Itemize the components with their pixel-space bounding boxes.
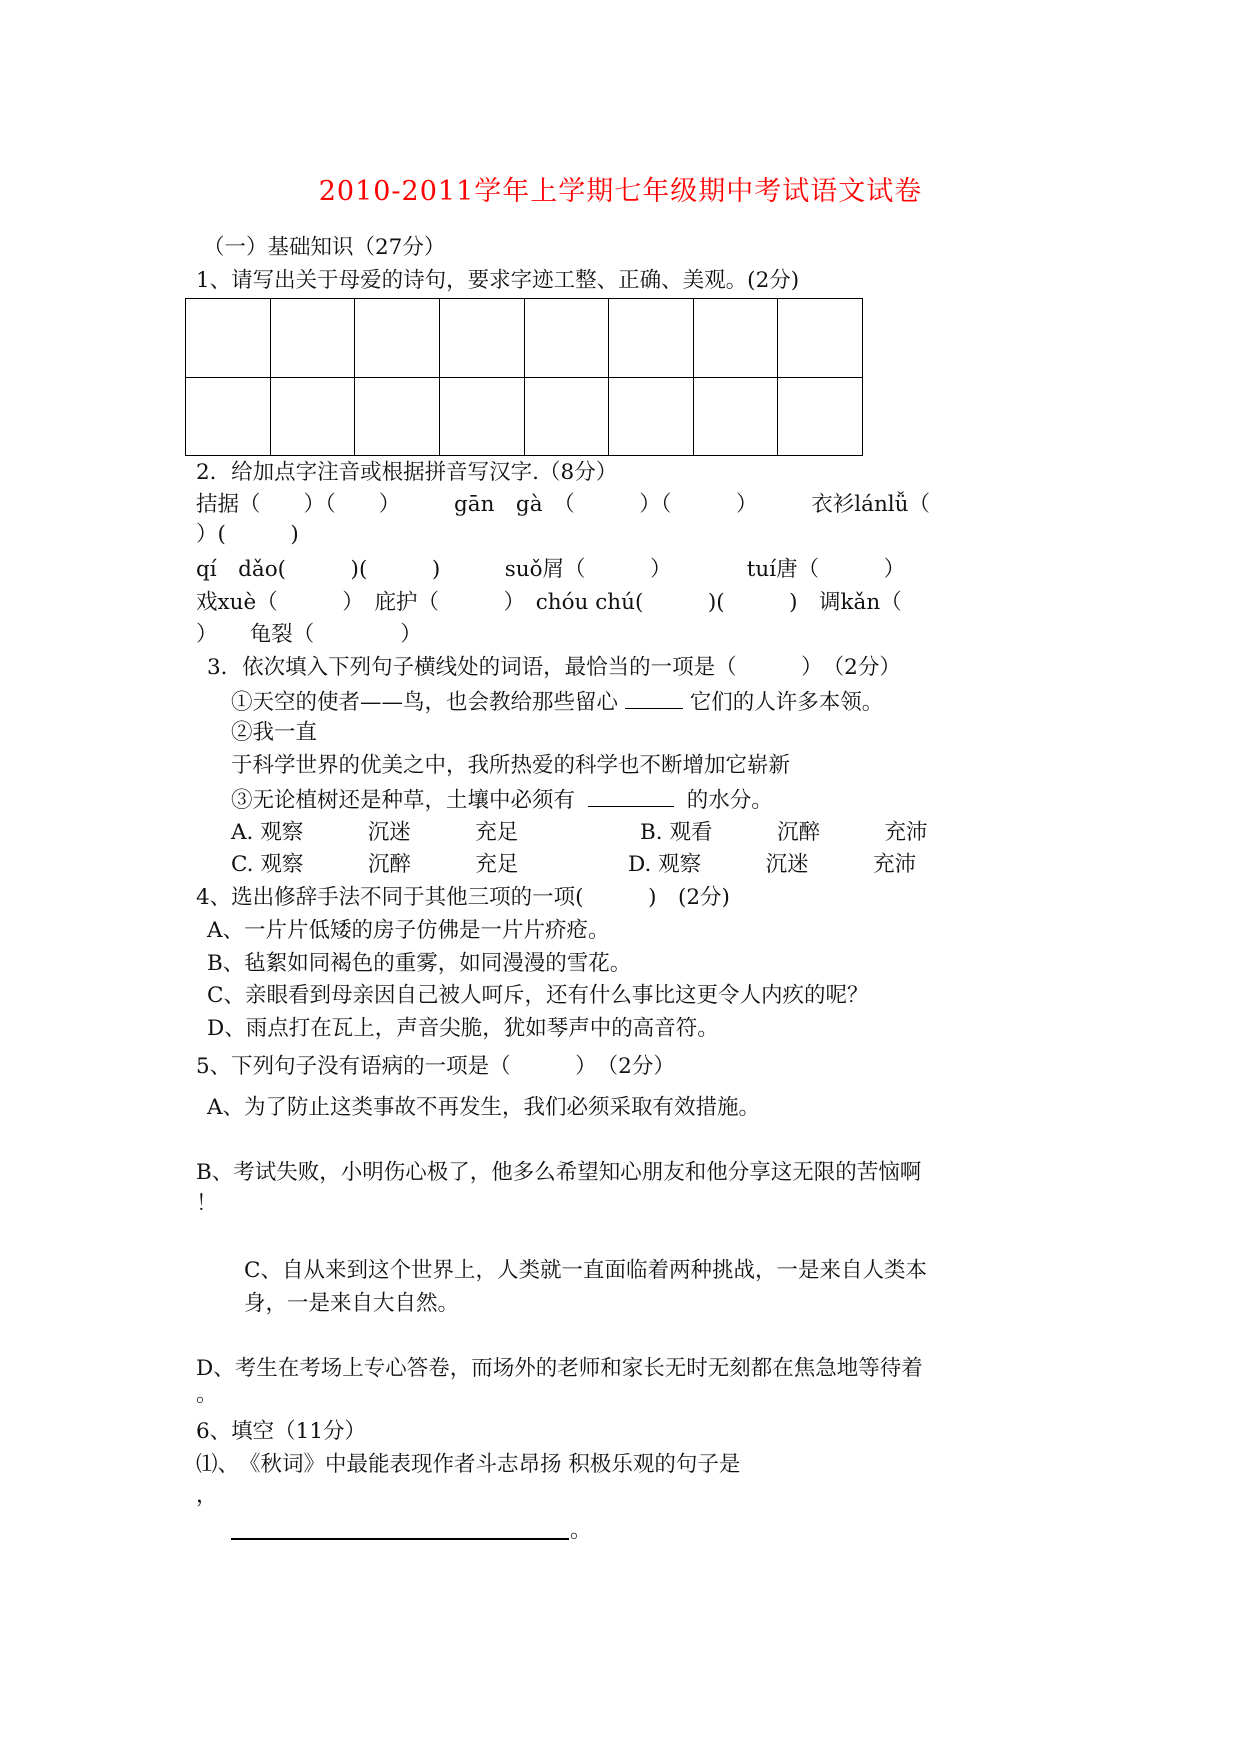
q5-option-b: B、考试失败，小明伤心极了，他多么希望知心朋友和他分享这无限的苦恼啊 [196,1160,922,1185]
q4-option-c: C、亲眼看到母亲因自己被人呵斥，还有什么事比这更令人内疚的呢？ [207,983,869,1008]
q6-item-1-comma: ， [196,1483,218,1508]
grid-cell[interactable] [525,299,610,378]
q5-option-b-cont: ！ [196,1191,218,1216]
q3-sentence-1 [231,688,883,716]
q2-row-2: qí dǎo( )( ) suǒ屑（ ） tuí唐（ ） [196,557,906,582]
exam-title: 2010-2011学年上学期七年级期中考试语文试卷 [318,176,923,207]
grid-cell[interactable] [440,378,525,457]
question-2: 2．给加点字注音或根据拼音写汉字.（8分） [196,460,618,485]
grid-cell[interactable] [271,378,356,457]
grid-cell[interactable] [694,378,779,457]
grid-cell[interactable] [440,299,525,378]
q5-option-d-cont: 。 [196,1382,218,1407]
question-1: 1、请写出关于母爱的诗句，要求字迹工整、正确、美观。(2分) [196,268,800,293]
question-3: 3．依次填入下列句子横线处的词语，最恰当的一项是（ ） （2分） [207,655,901,680]
q2-row-3-cont: ） 龟裂（ ） [196,622,422,647]
grid-cell[interactable] [609,378,694,457]
grid-cell[interactable] [609,299,694,378]
grid-cell[interactable] [694,299,779,378]
q4-option-d: D、雨点打在瓦上，声音尖脆，犹如琴声中的高音符。 [207,1016,719,1041]
question-6: 6、填空（11分） [196,1419,367,1444]
q3-sentence-2-cont: 于科学世界的优美之中，我所热爱的科学也不断增加它崭新 [231,753,791,778]
grid-cell[interactable] [778,299,863,378]
grid-cell[interactable] [271,299,356,378]
answer-line[interactable] [231,1538,569,1540]
q2-row-1: 拮据（ ）（ ） gān gà （ ）（ ） 衣衫lánlǚ（ [196,492,931,517]
q6-item-1-end: 。 [570,1518,592,1543]
q5-option-c-cont: 身，一是来自大自然。 [244,1291,460,1316]
q5-option-d: D、考生在考场上专心答卷，而场外的老师和家长无时无刻都在焦急地等待着 [196,1356,923,1381]
q3-sentence-1-b: 它们的人许多本领。 [689,690,884,715]
q6-item-1: ⑴、 《秋词》中最能表现作者斗志昂扬 积极乐观的句子是 [196,1452,741,1477]
q3-sentence-1-a: ①天空的使者——鸟，也会教给那些留心 [231,690,619,715]
q5-option-a: A、为了防止这类事故不再发生，我们必须采取有效措施。 [207,1095,761,1120]
answer-blank[interactable] [588,786,674,807]
q3-sentence-3-b: 的水分。 [686,788,773,813]
q3-option-c: C. 观察 沉醉 充足 [231,852,519,877]
grid-cell[interactable] [778,378,863,457]
grid-cell[interactable] [355,378,440,457]
q3-sentence-3-a: ③无论植树还是种草，土壤中必须有 [231,788,576,813]
q3-sentence-3 [231,786,773,814]
grid-cell[interactable] [525,378,610,457]
q4-option-a: A、一片片低矮的房子仿佛是一片片疥疮。 [207,918,610,943]
question-5: 5、下列句子没有语病的一项是（ ） （2分） [196,1054,675,1079]
q4-option-b: B、毡絮如同褐色的重雾，如同漫漫的雪花。 [207,951,632,976]
question-4: 4、选出修辞手法不同于其他三项的一项( ) (2分) [196,885,730,910]
answer-blank[interactable] [625,688,683,709]
q2-row-1-cont: ）( ) [196,522,299,547]
q2-row-3: 戏xuè（ ） 庇护（ ） chóu chú( )( ) 调kǎn（ [196,590,902,615]
q3-option-b: B. 观看 沉醉 充沛 [640,820,928,845]
q3-option-d: D. 观察 沉迷 充沛 [628,852,917,877]
q3-sentence-2: ②我一直 [231,720,318,745]
writing-grid[interactable] [185,298,863,456]
q3-option-a: A. 观察 沉迷 充足 [231,820,519,845]
grid-cell[interactable] [186,299,271,378]
grid-cell[interactable] [355,299,440,378]
section-heading: （一）基础知识（27分） [203,235,446,260]
q5-option-c: C、自从来到这个世界上，人类就一直面临着两种挑战，一是来自人类本 [244,1258,927,1283]
grid-cell[interactable] [186,378,271,457]
